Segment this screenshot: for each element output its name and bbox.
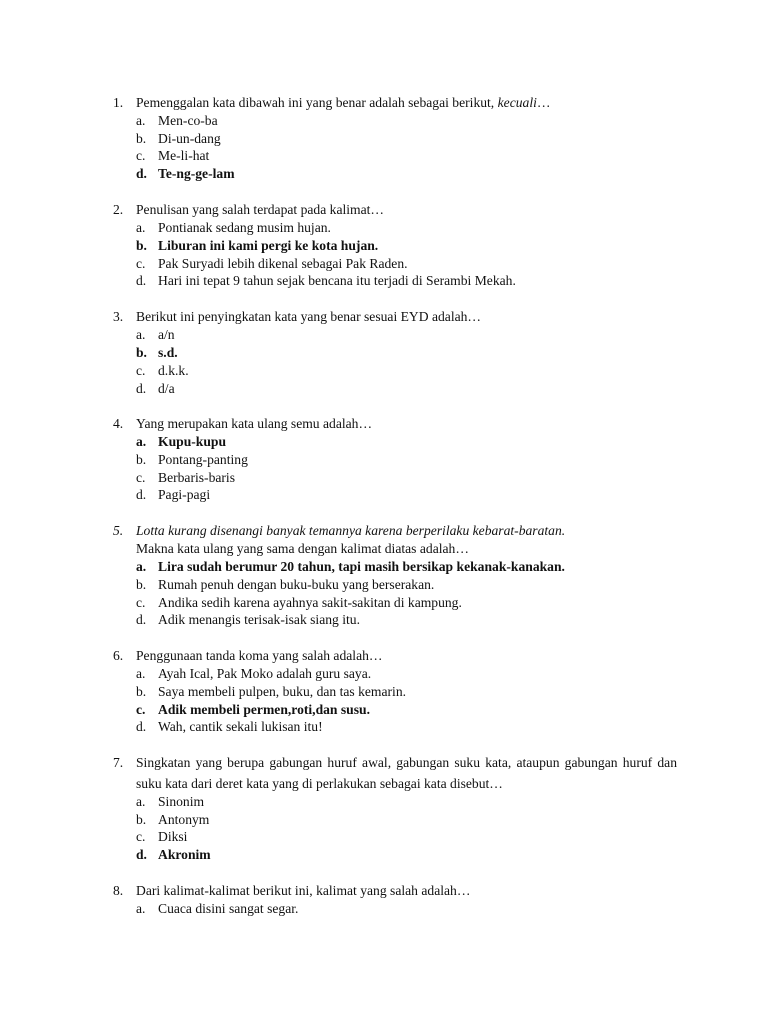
option-b: b. Saya membeli pulpen, buku, dan tas kemarin. bbox=[136, 684, 407, 699]
option-a: a. Cuaca disini sangat segar. bbox=[136, 901, 299, 916]
option-d-answer: d. Akronim bbox=[136, 847, 211, 862]
option-c: c. Me-li-hat bbox=[136, 148, 210, 163]
option-b-answer: b. Liburan ini kami pergi ke kota hujan. bbox=[136, 238, 379, 253]
question-number: 2. bbox=[113, 202, 124, 217]
option-b: b. Rumah penuh dengan buku-buku yang berserakan. bbox=[136, 577, 435, 592]
question-stem: Pemenggalan kata dibawah ini yang benar adalah sebagai berikut, kecuali… bbox=[136, 95, 551, 110]
option-c: c. d.k.k. bbox=[136, 363, 189, 378]
option-b: b. Pontang-panting bbox=[136, 452, 248, 467]
option-d-answer: d. Te-ng-ge-lam bbox=[136, 166, 235, 181]
option-d: d. d/a bbox=[136, 381, 175, 396]
question-stem: Penulisan yang salah terdapat pada kalimat… bbox=[136, 202, 385, 217]
option-d: d. Adik menangis terisak-isak siang itu. bbox=[136, 612, 360, 627]
question-number: 5. bbox=[113, 523, 124, 538]
question-number: 6. bbox=[113, 648, 124, 663]
question-number: 1. bbox=[113, 95, 124, 110]
option-c-answer: c. Adik membeli permen,roti,dan susu. bbox=[136, 702, 370, 717]
option-a: a. Sinonim bbox=[136, 794, 205, 809]
option-a-answer: a. Lira sudah berumur 20 tahun, tapi masih bersikap kekanak-kanakan. bbox=[136, 559, 565, 574]
option-c: c. Pak Suryadi lebih dikenal sebagai Pak Raden. bbox=[136, 256, 408, 271]
question-number: 3. bbox=[113, 309, 124, 324]
option-c: c. Berbaris-baris bbox=[136, 470, 236, 485]
question-stem: Yang merupakan kata ulang semu adalah… bbox=[136, 416, 373, 431]
question-number: 7. bbox=[113, 755, 124, 770]
question-stem-line2: Makna kata ulang yang sama dengan kalimat diatas adalah… bbox=[136, 541, 469, 556]
option-a: a. a/n bbox=[136, 327, 175, 342]
question-stem: Singkatan yang berupa gabungan huruf awal, gabungan suku kata, ataupun gabungan huruf dan suku kata dari deret kata yang di perlakukan sebagai kata disebut… bbox=[136, 755, 677, 791]
option-a: a. Men-co-ba bbox=[136, 113, 218, 128]
question-stem: Dari kalimat-kalimat berikut ini, kalimat yang salah adalah… bbox=[136, 883, 471, 898]
option-d: d. Hari ini tepat 9 tahun sejak bencana itu terjadi di Serambi Mekah. bbox=[136, 273, 516, 288]
question-number: 8. bbox=[113, 883, 124, 898]
question-stem: Lotta kurang disenangi banyak temannya karena berperilaku kebarat-baratan. bbox=[136, 523, 566, 538]
option-b: b. Di-un-dang bbox=[136, 131, 221, 146]
option-a-answer: a. Kupu-kupu bbox=[136, 434, 227, 449]
option-b-answer: b. s.d. bbox=[136, 345, 178, 360]
question-stem: Berikut ini penyingkatan kata yang benar sesuai EYD adalah… bbox=[136, 309, 482, 324]
option-d: d. Wah, cantik sekali lukisan itu! bbox=[136, 719, 323, 734]
option-a: a. Pontianak sedang musim hujan. bbox=[136, 220, 331, 235]
option-b: b. Antonym bbox=[136, 812, 210, 827]
option-d: d. Pagi-pagi bbox=[136, 487, 211, 502]
option-a: a. Ayah Ical, Pak Moko adalah guru saya. bbox=[136, 666, 372, 681]
question-number: 4. bbox=[113, 416, 124, 431]
option-c: c. Andika sedih karena ayahnya sakit-sakitan di kampung. bbox=[136, 595, 462, 610]
option-c: c. Diksi bbox=[136, 829, 188, 844]
question-stem: Penggunaan tanda koma yang salah adalah… bbox=[136, 648, 383, 663]
